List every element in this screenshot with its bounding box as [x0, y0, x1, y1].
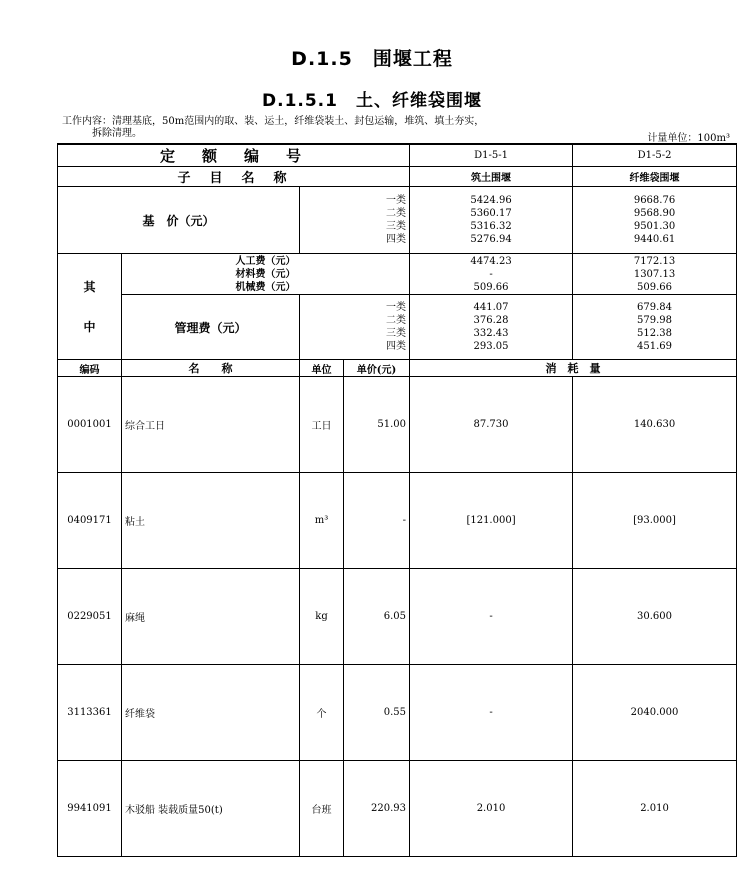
- resource-header-row: [58, 360, 737, 377]
- base-price-value: 9568.90: [633, 208, 676, 219]
- mgmt-fee-row: [58, 295, 737, 360]
- mgmt-label: 管理费（元）: [122, 295, 300, 360]
- resource-unit: kg: [300, 569, 344, 665]
- resource-name: 粘土: [122, 473, 300, 569]
- class-4: 四类: [386, 341, 407, 352]
- col-consumption-header: 消 耗 量: [410, 360, 737, 377]
- quota-code-label: 定 额 编 号: [58, 144, 410, 167]
- labor-label: 人工费（元）: [235, 255, 296, 267]
- resource-qty-2: 2.010: [573, 761, 737, 857]
- item-name-2: 纤维袋围堰: [573, 167, 737, 187]
- item-name-row: [58, 167, 737, 187]
- mgmt-value: 512.38: [637, 328, 673, 339]
- table-row: [58, 377, 737, 473]
- item-name-label: 子 目 名 称: [58, 167, 410, 187]
- mgmt-value: 679.84: [637, 302, 673, 313]
- resource-price: 6.05: [344, 569, 410, 665]
- among-label: [58, 254, 122, 360]
- base-price-label: 基 价（元）: [58, 187, 300, 254]
- base-price-value: 9501.30: [633, 221, 676, 232]
- resource-qty-1: [121.000]: [410, 473, 573, 569]
- mgmt-values-1: [410, 295, 573, 360]
- subsection-title: D.1.5.1 土、纤维袋围堰: [262, 91, 482, 111]
- resource-price: 51.00: [344, 377, 410, 473]
- col-unit-header: 单位: [300, 360, 344, 377]
- among-label-2: 中: [83, 319, 96, 334]
- quota-table: [57, 143, 737, 857]
- mgmt-value: 579.98: [637, 315, 673, 326]
- material-value: -: [489, 268, 493, 280]
- table-row: [58, 569, 737, 665]
- cost-breakdown-row: [58, 254, 737, 295]
- resource-name: 纤维袋: [122, 665, 300, 761]
- base-price-row: [58, 187, 737, 254]
- resource-qty-2: 2040.000: [573, 665, 737, 761]
- resource-qty-2: 30.600: [573, 569, 737, 665]
- mgmt-value: 451.69: [637, 341, 673, 352]
- resource-qty-1: 87.730: [410, 377, 573, 473]
- labor-value: 7172.13: [633, 255, 676, 267]
- col-price-header: 单价(元): [344, 360, 410, 377]
- col-code-header: 编码: [58, 360, 122, 377]
- resource-qty-2: [93.000]: [573, 473, 737, 569]
- resource-unit: m³: [300, 473, 344, 569]
- machine-label: 机械费（元）: [235, 281, 296, 293]
- mgmt-value: 376.28: [473, 315, 509, 326]
- resource-code: 0001001: [58, 377, 122, 473]
- among-label-1: 其: [83, 279, 96, 294]
- table-row: [58, 473, 737, 569]
- table-row: [58, 665, 737, 761]
- material-value: 1307.13: [633, 268, 676, 280]
- resource-code: 0229051: [58, 569, 122, 665]
- resource-code: 0409171: [58, 473, 122, 569]
- resource-name: 木驳船 装载质量50(t): [122, 761, 300, 857]
- unit-label: 计量单位：100m³: [647, 133, 730, 144]
- base-prices-1: [410, 187, 573, 254]
- base-price-value: 5276.94: [470, 234, 512, 245]
- material-label: 材料费（元）: [235, 268, 296, 280]
- class-4: 四类: [386, 234, 407, 245]
- work-content-line2: 拆除清理。: [92, 128, 142, 139]
- resource-price: 220.93: [344, 761, 410, 857]
- cost-values-2: [573, 254, 737, 295]
- resource-qty-1: -: [410, 569, 573, 665]
- class-3: 三类: [386, 328, 407, 339]
- mgmt-value: 332.43: [473, 328, 509, 339]
- resource-unit: 工日: [300, 377, 344, 473]
- section-title: D.1.5 围堰工程: [291, 48, 453, 70]
- base-price-value: 5360.17: [470, 208, 512, 219]
- resource-qty-1: -: [410, 665, 573, 761]
- work-content: [62, 116, 582, 140]
- cost-values-1: [410, 254, 573, 295]
- class-1: 一类: [386, 302, 407, 313]
- resource-unit: 个: [300, 665, 344, 761]
- resource-code: 9941091: [58, 761, 122, 857]
- resource-price: -: [344, 473, 410, 569]
- quota-code-1: D1-5-1: [410, 144, 573, 167]
- resource-name: 麻绳: [122, 569, 300, 665]
- mgmt-value: 441.07: [473, 302, 509, 313]
- class-2: 二类: [386, 315, 407, 326]
- resource-price: 0.55: [344, 665, 410, 761]
- base-classes: [300, 187, 410, 254]
- quota-code-2: D1-5-2: [573, 144, 737, 167]
- machine-value: 509.66: [473, 281, 509, 293]
- class-1: 一类: [386, 195, 407, 206]
- resource-unit: 台班: [300, 761, 344, 857]
- mgmt-value: 293.05: [473, 341, 509, 352]
- item-name-1: 筑土围堰: [410, 167, 573, 187]
- base-prices-2: [573, 187, 737, 254]
- table-row: [58, 761, 737, 857]
- work-content-line1: 工作内容：清理基底，50m范围内的取、装、运土，纤维袋装土、封包运输，堆筑、填土夯实，: [62, 116, 485, 127]
- machine-value: 509.66: [637, 281, 673, 293]
- base-price-value: 9440.61: [633, 234, 676, 245]
- cost-labels: [122, 254, 410, 295]
- class-2: 二类: [386, 208, 407, 219]
- resource-code: 3113361: [58, 665, 122, 761]
- quota-code-row: [58, 144, 737, 167]
- col-name-header: 名 称: [122, 360, 300, 377]
- class-3: 三类: [386, 221, 407, 232]
- resource-name: 综合工日: [122, 377, 300, 473]
- resource-qty-2: 140.630: [573, 377, 737, 473]
- base-price-value: 5316.32: [470, 221, 512, 232]
- mgmt-classes: [300, 295, 410, 360]
- mgmt-values-2: [573, 295, 737, 360]
- labor-value: 4474.23: [470, 255, 512, 267]
- base-price-value: 5424.96: [470, 195, 512, 206]
- resource-qty-1: 2.010: [410, 761, 573, 857]
- base-price-value: 9668.76: [633, 195, 676, 206]
